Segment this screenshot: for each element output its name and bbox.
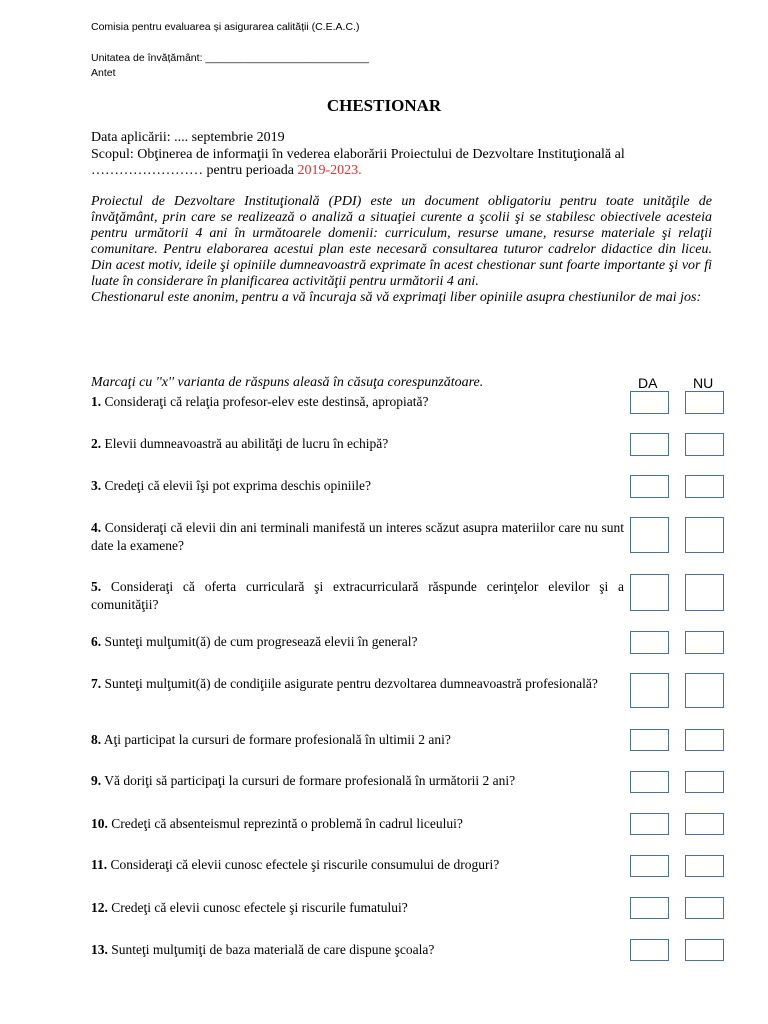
question-9 (91, 772, 624, 790)
answer-da-checkbox-q4[interactable] (630, 517, 669, 553)
answer-da-checkbox-q3[interactable] (630, 475, 669, 498)
school-unit-label: Unitatea de învățământ: ____________________________ (91, 52, 369, 64)
question-number: 3. (91, 478, 102, 493)
column-header-nu: NU (693, 375, 714, 391)
question-7 (91, 675, 624, 693)
question-text: Consideraţi că oferta curriculară şi extracurriculară răspunde cerinţelor elevilor şi a comunităţii? (91, 579, 624, 612)
answer-nu-checkbox-q6[interactable] (685, 631, 724, 654)
answer-nu-checkbox-q11[interactable] (685, 855, 724, 877)
answer-nu-checkbox-q1[interactable] (685, 391, 724, 414)
question-text: Vă doriţi să participaţi la cursuri de formare profesională în următorii 2 ani? (101, 773, 516, 788)
question-5 (91, 578, 624, 614)
question-text: Sunteţi mulţumit(ă) de condiţiile asigurate pentru dezvoltarea dumneavoastră profesională? (101, 676, 598, 691)
scope-dots: …………………… pentru perioada (91, 163, 298, 178)
question-text: Consideraţi că elevii cunosc efectele şi riscurile consumului de droguri? (107, 857, 500, 872)
answer-nu-checkbox-q9[interactable] (685, 771, 724, 793)
question-text: Aţi participat la cursuri de formare profesională în ultimii 2 ani? (101, 732, 451, 747)
answer-da-checkbox-q10[interactable] (630, 813, 669, 835)
column-header-da: DA (638, 375, 658, 391)
question-2 (91, 435, 624, 453)
answer-da-checkbox-q12[interactable] (630, 897, 669, 919)
question-8 (91, 731, 624, 749)
answer-nu-checkbox-q5[interactable] (685, 574, 724, 611)
question-1 (91, 393, 624, 411)
intro-text (91, 194, 712, 306)
scope-line: Scopul: Obţinerea de informaţii în vederea elaborării Proiectului de Dezvoltare Instituţională al (91, 147, 625, 162)
period-years: 2019-2023 (297, 163, 359, 178)
question-text: Consideraţi că relaţia profesor-elev este destinsă, apropiată? (101, 394, 429, 409)
commission-header: Comisia pentru evaluarea și asigurarea calității (C.E.A.C.) (91, 21, 360, 33)
answer-nu-checkbox-q4[interactable] (685, 517, 724, 553)
answer-da-checkbox-q11[interactable] (630, 855, 669, 877)
question-3 (91, 477, 624, 495)
question-text: Consideraţi că elevii din ani terminali manifestă un interes scăzut asupra materiilor care nu sunt date la examene? (91, 520, 624, 553)
antet-label: Antet (91, 67, 116, 79)
question-number: 13. (91, 942, 108, 957)
question-number: 8. (91, 732, 102, 747)
question-number: 5. (91, 579, 102, 594)
answer-nu-checkbox-q10[interactable] (685, 813, 724, 835)
application-date: Data aplicării: .... septembrie 2019 (91, 130, 285, 145)
question-text: Credeţi că absenteismul reprezintă o problemă în cadrul liceului? (107, 816, 463, 831)
question-number: 9. (91, 773, 102, 788)
intro-paragraph-2: Chestionarul este anonim, pentru a vă încuraja să vă exprimaţi liber opiniile asupra chestiunilor de mai jos: (91, 290, 702, 305)
question-number: 10. (91, 816, 108, 831)
answer-nu-checkbox-q12[interactable] (685, 897, 724, 919)
question-number: 11. (91, 857, 108, 872)
question-text: Sunteţi mulţumiţi de baza materială de care dispune şcoala? (107, 942, 435, 957)
answer-da-checkbox-q7[interactable] (630, 673, 669, 708)
question-text: Elevii dumneavoastră au abilităţi de lucru în echipă? (101, 436, 389, 451)
question-10 (91, 815, 624, 833)
question-6 (91, 633, 624, 651)
question-11 (91, 856, 624, 874)
period-end: . (358, 163, 362, 178)
question-text: Sunteţi mulţumit(ă) de cum progresează elevii în general? (101, 634, 418, 649)
question-text: Credeţi că elevii cunosc efectele şi riscurile fumatului? (107, 900, 408, 915)
question-4 (91, 519, 624, 555)
answer-da-checkbox-q2[interactable] (630, 433, 669, 456)
answer-da-checkbox-q8[interactable] (630, 729, 669, 751)
answer-da-checkbox-q6[interactable] (630, 631, 669, 654)
question-number: 1. (91, 394, 102, 409)
instructions: Marcaţi cu ''x'' varianta de răspuns aleasă în căsuţa corespunzătoare. (91, 375, 484, 390)
answer-nu-checkbox-q13[interactable] (685, 939, 724, 961)
answer-da-checkbox-q1[interactable] (630, 391, 669, 414)
answer-da-checkbox-q13[interactable] (630, 939, 669, 961)
answer-nu-checkbox-q8[interactable] (685, 729, 724, 751)
question-number: 12. (91, 900, 108, 915)
question-number: 6. (91, 634, 102, 649)
page-title: CHESTIONAR (326, 96, 442, 115)
question-number: 7. (91, 676, 102, 691)
answer-nu-checkbox-q3[interactable] (685, 475, 724, 498)
question-text: Credeţi că elevii îşi pot exprima deschis opiniile? (101, 478, 372, 493)
answer-da-checkbox-q5[interactable] (630, 574, 669, 611)
question-12 (91, 899, 624, 917)
answer-da-checkbox-q9[interactable] (630, 771, 669, 793)
answer-nu-checkbox-q2[interactable] (685, 433, 724, 456)
question-number: 4. (91, 520, 102, 535)
question-number: 2. (91, 436, 102, 451)
intro-paragraph-1: Proiectul de Dezvoltare Instituţională (PDI) este un document obligatoriu pentru toate unităţile de învăţământ, prin care se realizează o analiză a situaţiei curente a şcolii şi se stabilesc obiectivele acesteia pentru următorii 4 ani în următoarele domenii: curriculum, resurse umane, resurse materiale şi relaţii comunitare. Pentru elaborarea acestui plan este necesară consultarea tuturor cadrelor didactice din liceu. Din acest motiv, ideile şi opiniile dumneavoastră exprimate în acest chestionar sunt foarte importante şi vor fi luate în considerare în planificarea activităţii pentru următorii 4 ani. (91, 194, 712, 289)
answer-nu-checkbox-q7[interactable] (685, 673, 724, 708)
scope-period-line (91, 163, 362, 179)
question-13 (91, 941, 624, 959)
